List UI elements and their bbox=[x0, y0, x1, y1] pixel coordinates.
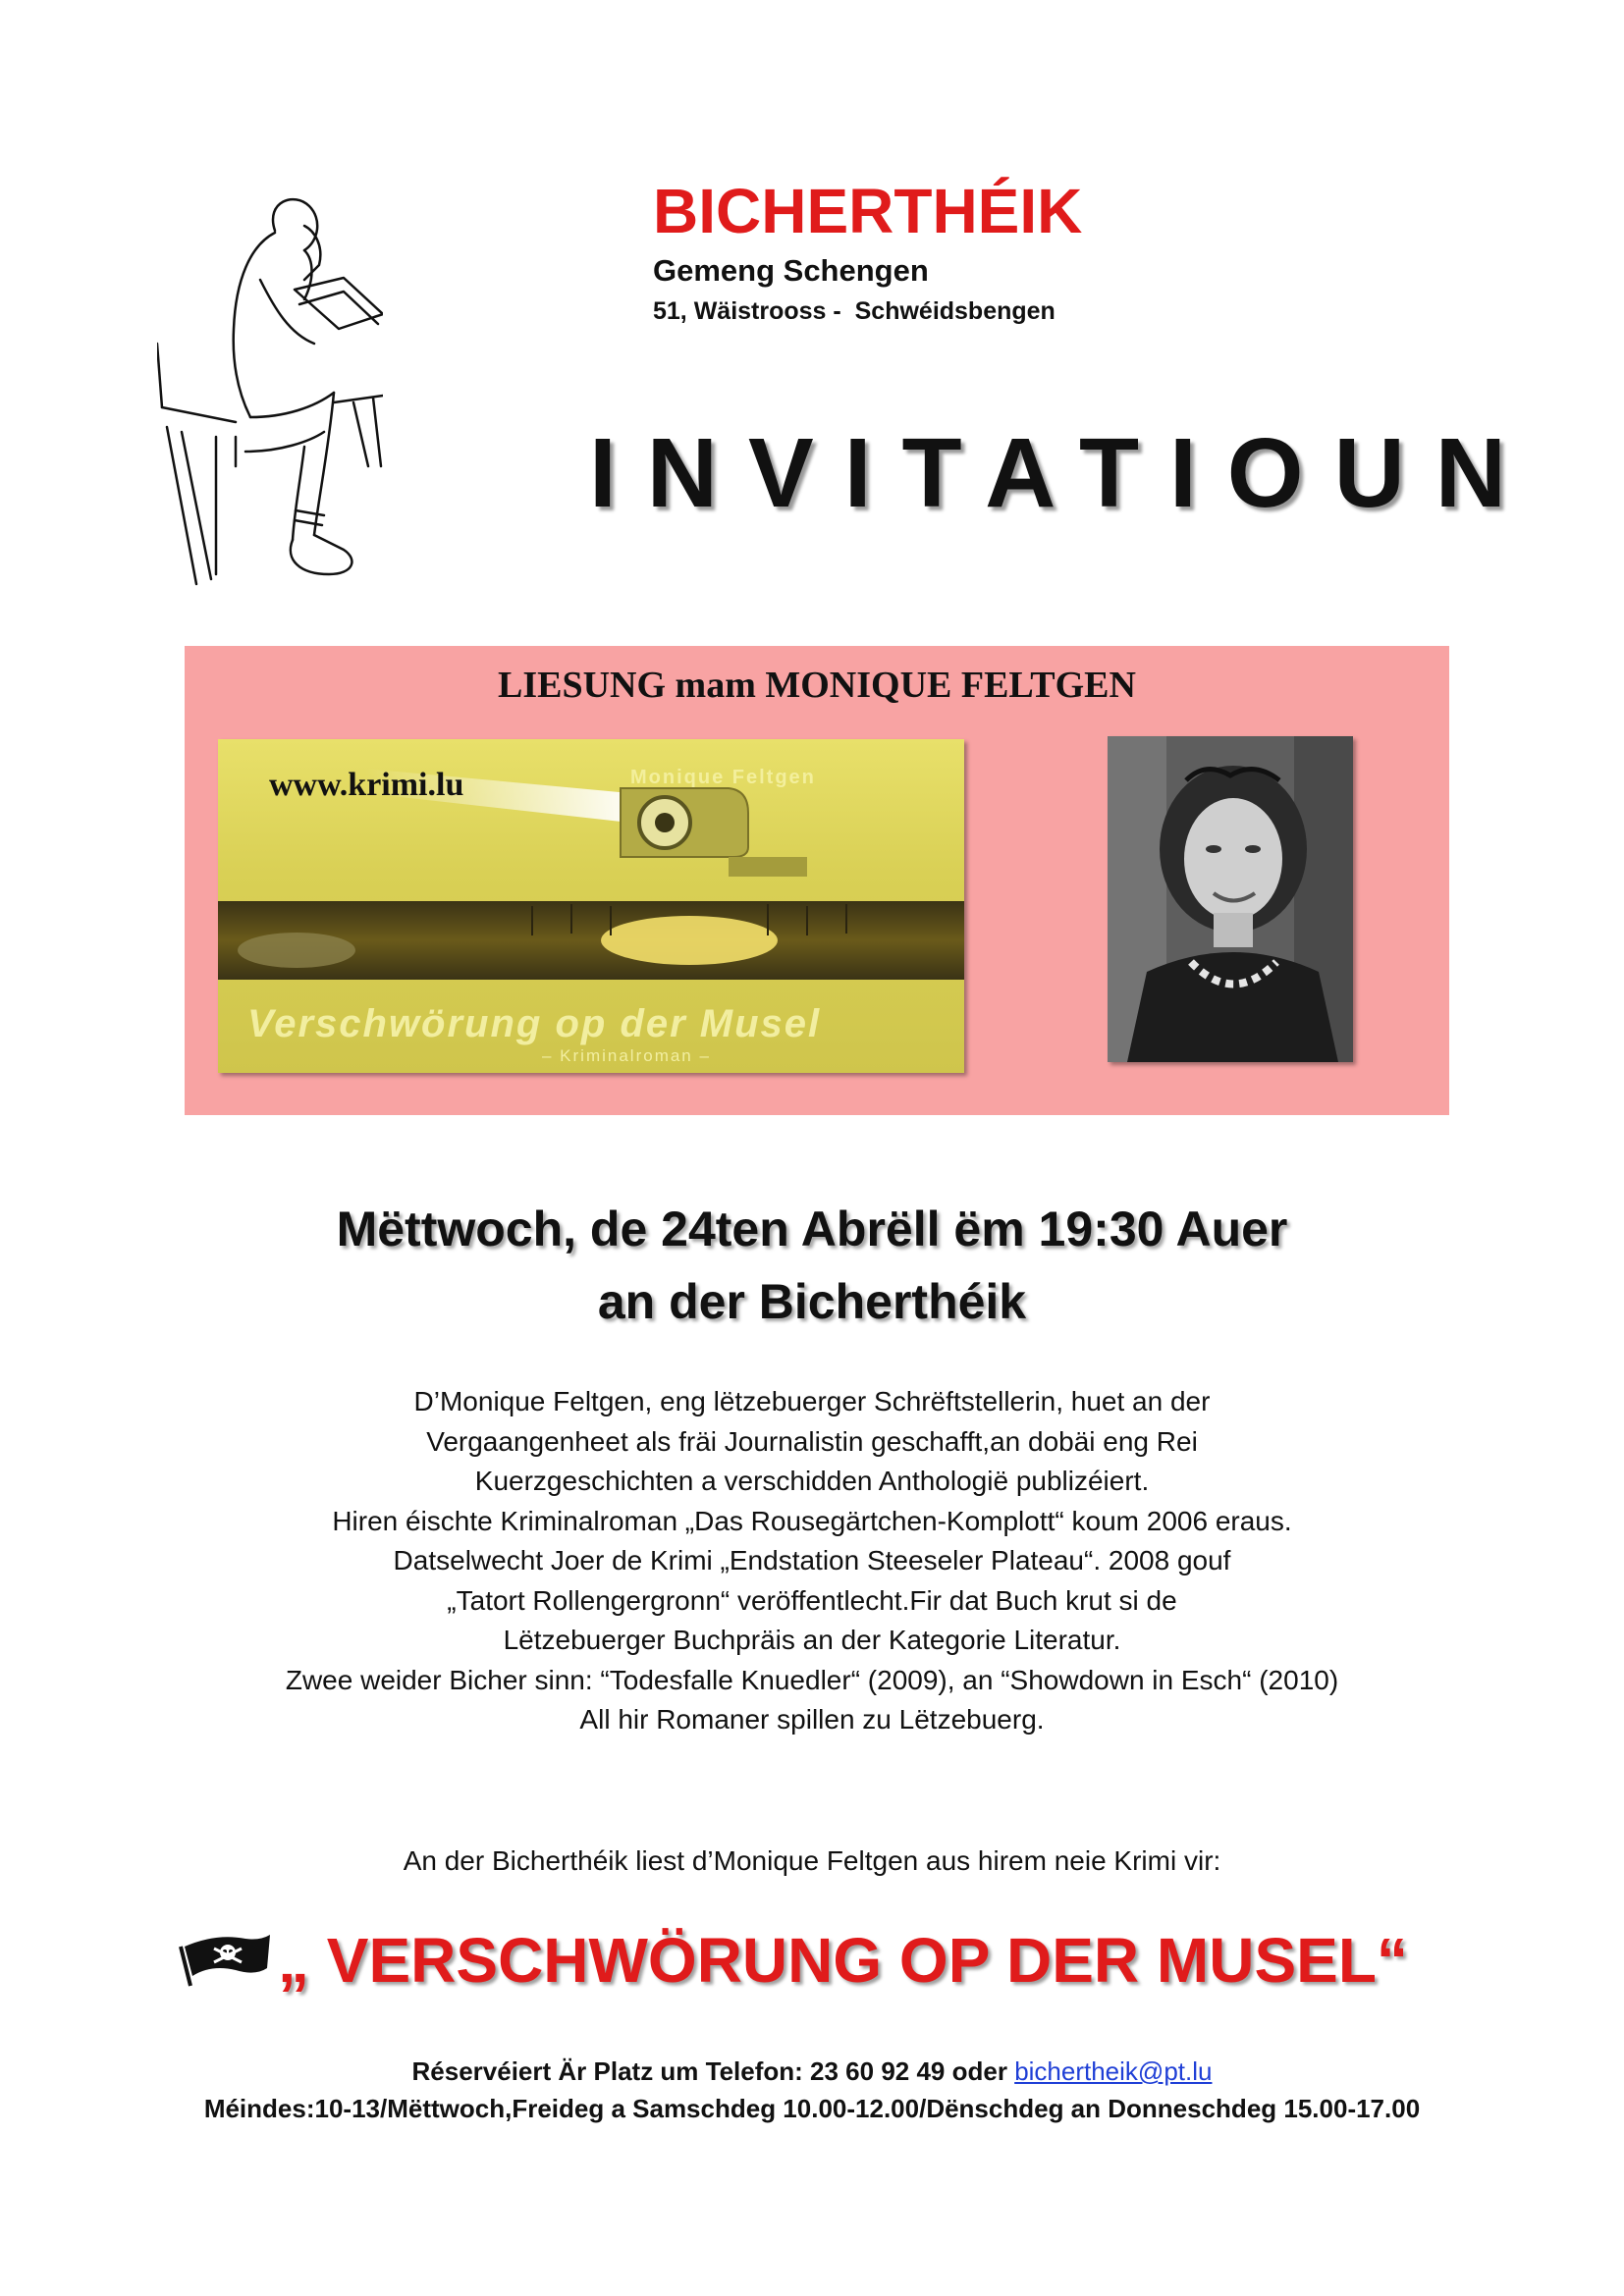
event-line-date: Mëttwoch, de 24ten Abrëll ëm 19:30 Auer bbox=[336, 1201, 1288, 1256]
book-cover bbox=[218, 739, 964, 1073]
banner-title: LIESUNG mam MONIQUE FELTGEN bbox=[498, 665, 1136, 706]
bio-line: Lëtzebuerger Buchpräis an der Kategorie Literatur. bbox=[503, 1625, 1121, 1655]
website-url: www.krimi.lu bbox=[269, 767, 464, 803]
bio-line: Zwee weider Bicher sinn: “Todesfalle Knuedler“ (2009), an “Showdown in Esch“ (2010) bbox=[285, 1664, 1339, 1695]
email-link[interactable]: bichertheik@pt.lu bbox=[1014, 2056, 1213, 2086]
bio-line: D’Monique Feltgen, eng lëtzebuerger Schrëftstellerin, huet an der bbox=[413, 1386, 1211, 1416]
opening-hours: Méindes:10-13/Mëttwoch,Freideg a Samschdeg 10.00-12.00/Dënschdeg an Donneschdeg 15.00-17.00 bbox=[203, 2094, 1421, 2123]
reading-intro: An der Bicherthéik liest d’Monique Feltgen aus hirem neie Krimi vir: bbox=[403, 1845, 1221, 1876]
reading-man-icon bbox=[157, 172, 383, 604]
book-author: Monique Feltgen bbox=[630, 767, 816, 788]
book-title-headline: „ VERSCHWÖRUNG OP DER MUSEL“ bbox=[278, 1925, 1408, 1996]
bio-line: All hir Romaner spillen zu Lëtzebuerg. bbox=[579, 1704, 1045, 1735]
reading-banner bbox=[185, 646, 1449, 1115]
bio-line: Kuerzgeschichten a verschidden Anthologië publizéiert. bbox=[474, 1466, 1150, 1496]
reservation-text: Réservéiert Är Platz um Telefon: 23 60 92 49 oder bbox=[411, 2056, 1015, 2086]
bio-line: Hiren éischte Kriminalroman „Das Rousegärtchen-Komplott“ koum 2006 eraus. bbox=[332, 1505, 1292, 1536]
library-name: BICHERTHÉIK bbox=[653, 176, 1083, 246]
invitation-headline: INVITATIOUN bbox=[589, 418, 1538, 528]
reservation-info bbox=[0, 2056, 1624, 2087]
book-cover-subtitle: – Kriminalroman – bbox=[542, 1046, 711, 1065]
municipality: Gemeng Schengen bbox=[653, 253, 929, 288]
event-date-time bbox=[0, 1193, 1624, 1338]
book-cover-title: Verschwörung op der Musel bbox=[247, 1002, 822, 1045]
address: 51, Wäistrooss - Schwéidsbengen bbox=[653, 297, 1056, 325]
bio-line: Datselwecht Joer de Krimi „Endstation Steeseler Plateau“. 2008 gouf bbox=[393, 1545, 1231, 1575]
pirate-flag-icon bbox=[177, 1929, 275, 1988]
bio-line: „Tatort Rollengergronn“ veröffentlecht.Fir dat Buch krut si de bbox=[447, 1584, 1177, 1616]
bio-line: Vergaangenheet als fräi Journalistin geschafft,an dobäi eng Rei bbox=[426, 1425, 1198, 1457]
author-photo bbox=[1108, 736, 1353, 1062]
event-line-venue: an der Bicherthéik bbox=[597, 1274, 1027, 1329]
author-biography bbox=[0, 1382, 1624, 1740]
